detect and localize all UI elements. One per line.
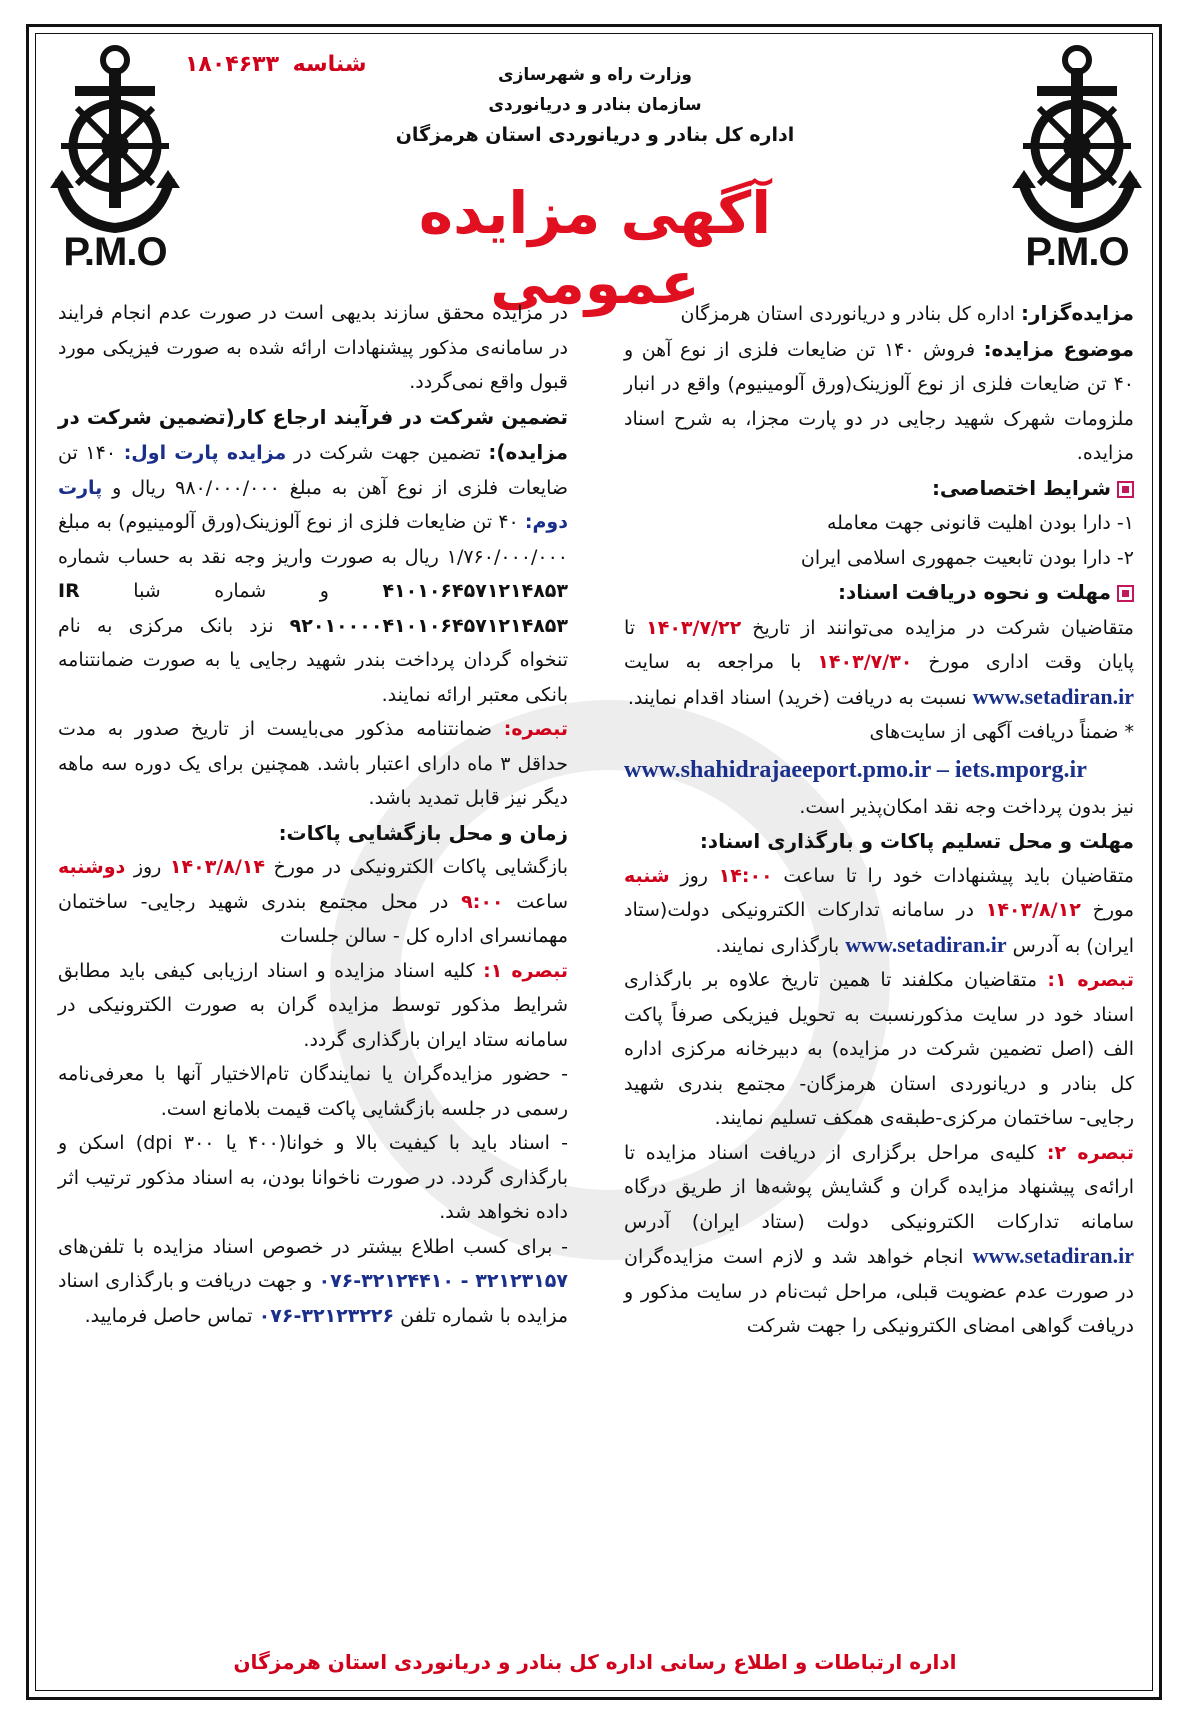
setadiran-link[interactable]: www.setadiran.ir [845,931,1007,957]
organization-header [330,60,860,150]
right-column [624,296,1134,1344]
delivery-text-3: مورخ [1092,899,1134,921]
left-column [58,296,568,1333]
note1-label: تبصره ۱: [1047,969,1135,991]
footer-credit: اداره ارتباطات و اطلاع رسانی اداره کل بنادر و دریانوردی استان هرمزگان [233,1650,957,1674]
org-directorate: اداره کل بنادر و دریانوردی استان هرمزگان [395,124,795,146]
deadline-title: مهلت و نحوه دریافت اسناد: [838,580,1111,604]
special-conditions-title: شرایط اختصاصی: [931,475,1111,500]
subject-text: فروش ۱۴۰ تن ضایعات فلزی از نوع آهن و ۴۰ تن ضایعات فلزی از نوع آلوزینک(ورق آلومینیوم) واقع در انبار ملزومات شهرک شهید رجایی در دو پارت مجزا، به شرح اسناد مزایده. [624,338,1134,464]
opening-text-1: بازگشایی پاکات الکترونیکی در مورخ [273,856,568,878]
anchor-wheel-icon [1002,38,1152,238]
phones: ۳۲۱۲۳۱۵۷ - ۳۲۱۲۴۴۱۰-۰۷۶ [318,1270,568,1292]
guarantee-part1-label: مزایده پارت اول: [123,442,287,464]
setadiran-link[interactable]: www.setadiran.ir [972,683,1134,709]
logo-text: P.M.O [1025,230,1129,274]
opening-title: زمان و محل بازگشایی پاکات: [278,820,568,845]
bullet-1: - حضور مزایده‌گران یا نمایندگان تام‌الاختیار آنها با معرفی‌نامه رسمی در جلسه بازگشایی پاکت قیمت بلامانع است. [58,1063,568,1120]
port-sites-link[interactable]: www.shahidrajaeeport.pmo.ir – iets.mporg.ir [624,756,1087,783]
deadline-text-2: تا پایان وقت اداری مورخ [624,616,1134,673]
delivery-text-4: در سامانه تدارکات الکترونیکی دولت(ستاد ایران) به آدرس [624,899,1134,957]
deadline-text-3: با مراجعه به سایت [624,651,802,673]
logo-text: P.M.O [63,230,167,274]
note-text: ضمانتنامه مذکور می‌بایست از تاریخ صدور به مدت حداقل ۳ ماه دارای اعتبار باشد. همچنین برای یک دوره سه ماهه دیگر نیز قابل تمدید باشد. [58,718,568,809]
opening-date: ۱۴۰۳/۸/۱۴ [169,856,265,878]
date-from: ۱۴۰۳/۷/۲۲ [646,616,742,639]
delivery-text-2: روز [680,864,708,887]
deadline-text-4: نسبت به دریافت (خرید) اسناد اقدام نمایند. [627,686,967,709]
page-title: آگهی مزایده عمومی [418,179,772,317]
opening-text-2: روز [133,856,162,878]
note2-text-1: کلیه‌ی مراحل برگزاری از دریافت اسناد مزایده تا ارائه‌ی پیشنهاد مزایده گران و گشایش پوشه‌ها از طریق درگاه سامانه تدارکات الکترونیکی دولت (ستاد ایران) آدرس [624,1141,1134,1233]
condition-1: ۱- دارا بودن اهلیت قانونی جهت معامله [826,512,1134,534]
subject-label: موضوع مزایده: [983,336,1134,361]
bullet-square-icon [1117,585,1134,602]
delivery-text-1: متقاضیان باید پیشنهادات خود را تا ساعت [783,864,1134,887]
guarantee-part2-label: پارت دوم: [58,476,568,533]
also-text: * ضمناً دریافت آگهی از سایت‌های [869,721,1134,743]
sheba-number: IR ۹۲۰۱۰۰۰۰۴۱۰۱۰۶۴۵۷۱۲۱۴۸۵۳ [58,580,568,637]
auctioneer-text: اداره کل بنادر و دریانوردی استان هرمزگان [680,303,1015,325]
delivery-title: مهلت و محل تسلیم پاکات و بارگذاری اسناد: [699,829,1134,853]
notice-id-number: ۱۸۰۴۶۳۳ [185,52,279,77]
delivery-date: ۱۴۰۳/۸/۱۲ [985,899,1081,921]
note2-text-2: انجام خواهد شد و لازم است مزایده‌گران در صورت عدم عضویت قبلی، مراحل ثبت‌نام در سایت مذکور و دریافت گواهی امضای الکترونیکی را جهت شرکت [624,1246,1134,1337]
pmo-logo-left [40,38,190,274]
bullet3-text-1: - برای کسب اطلاع بیشتر در خصوص اسناد مزایده با تلفن‌های [58,1235,568,1258]
condition-2: ۲- دارا بودن تابعیت جمهوری اسلامی ایران [800,546,1134,569]
bullet-2: - اسناد باید با کیفیت بالا و خوانا(۴۰۰ یا ۳۰۰ dpi) اسکن و بارگذاری گردد. در صورت ناخوانا بودن، به اسناد مذکور ترتیب اثر داده نخواهد شد. [58,1132,569,1223]
intro-text: در مزایده محقق سازند بدیهی است در صورت عدم انجام فرایند در سامانه‌ی مذکور پیشنهادات ارائه شده به صورت فیزیکی مورد قبول واقع نمی‌گردد. [58,302,568,393]
bullet-square-icon [1117,481,1134,498]
opening-text-3: ساعت [516,890,568,913]
phone-2: ۳۲۱۲۳۲۲۶-۰۷۶ [258,1304,395,1327]
anchor-wheel-icon [40,38,190,238]
date-to: ۱۴۰۳/۷/۳۰ [817,651,913,673]
note1-text: متقاضیان مکلفند تا همین تاریخ علاوه بر بارگذاری اسناد خود در سایت مذکورنسبت به تحویل فیزیکی صرفاً پاکت الف (اصل تضمین شرکت در مزایده) به دبیرخانه مرکزی اداره کل بنادر و دریانوردی استان هرمزگان- مجتمع بندری شهید رجایی- ساختمان مرکزی-طبقه‌ی همکف تسلیم نمایند. [624,969,1134,1129]
org-ministry: وزارت راه و شهرسازی [497,65,692,85]
bullet3-text-2: و جهت دریافت و بارگذاری اسناد مزایده با شماره تلفن [58,1270,568,1327]
org-organization: سازمان بنادر و دریانوردی [488,95,702,115]
delivery-text-5: بارگذاری نمایند. [715,934,840,957]
guarantee-text-4: و شماره شبا [133,580,329,602]
guarantee-text-3: ۴۰ تن ضایعات فلزی از نوع آلوزینک(ورق آلومینیوم) به مبلغ ۱/۷۶۰/۰۰۰/۰۰۰ ریال به صورت واریز وجه نقد به حساب شماره [58,511,568,568]
also-text-2: نیز بدون پرداخت وجه نقد امکان‌پذیر است. [799,795,1134,818]
note-label: تبصره: [503,718,568,740]
account-number: ۴۱۰۱۰۶۴۵۷۱۲۱۴۸۵۳ [382,580,568,602]
note1-label: تبصره ۱: [483,959,568,982]
note1-text: کلیه اسناد مزایده و اسناد ارزیابی کیفی باید مطابق شرایط مذکور توسط مزایده گران به صورت الکترونیکی در سامانه ستاد ایران بارگذاری گردد. [58,959,568,1051]
guarantee-title: تضمین شرکت در فرآیند ارجاع کار(تضمین شرکت در مزایده): [58,404,569,464]
notice-id-label: شناسه [292,52,367,77]
guarantee-text-5: نزد بانک مرکزی به نام تنخواه گردان پرداخت بندر شهید رجایی یا به صورت ضمانتنامه بانکی معتبر ارائه نمایند. [58,614,568,706]
delivery-day: شنبه [624,864,670,887]
setadiran-link[interactable]: www.setadiran.ir [972,1243,1134,1268]
guarantee-text-1: تضمین جهت شرکت در [293,442,481,464]
bullet3-text-3: تماس حاصل فرمایید. [84,1304,253,1327]
deadline-text-1: متقاضیان شرکت در مزایده می‌توانند از تاریخ [752,616,1134,639]
delivery-time: ۱۴:۰۰ [718,864,773,887]
guarantee-text-2: ۱۴۰ تن ضایعات فلزی از نوع آهن به مبلغ ۹۸۰/۰۰۰/۰۰۰ ریال و [58,442,568,499]
note2-label: تبصره ۲: [1046,1141,1134,1164]
opening-day: دوشنبه [58,856,126,878]
pmo-logo-right [1002,38,1152,274]
opening-text-4: در محل مجتمع بندری شهید رجایی- ساختمان مهمانسرای اداره کل - سالن جلسات [58,890,568,947]
auctioneer-label: مزایده‌گزار: [1021,301,1134,325]
opening-time: ۹:۰۰ [461,890,504,913]
